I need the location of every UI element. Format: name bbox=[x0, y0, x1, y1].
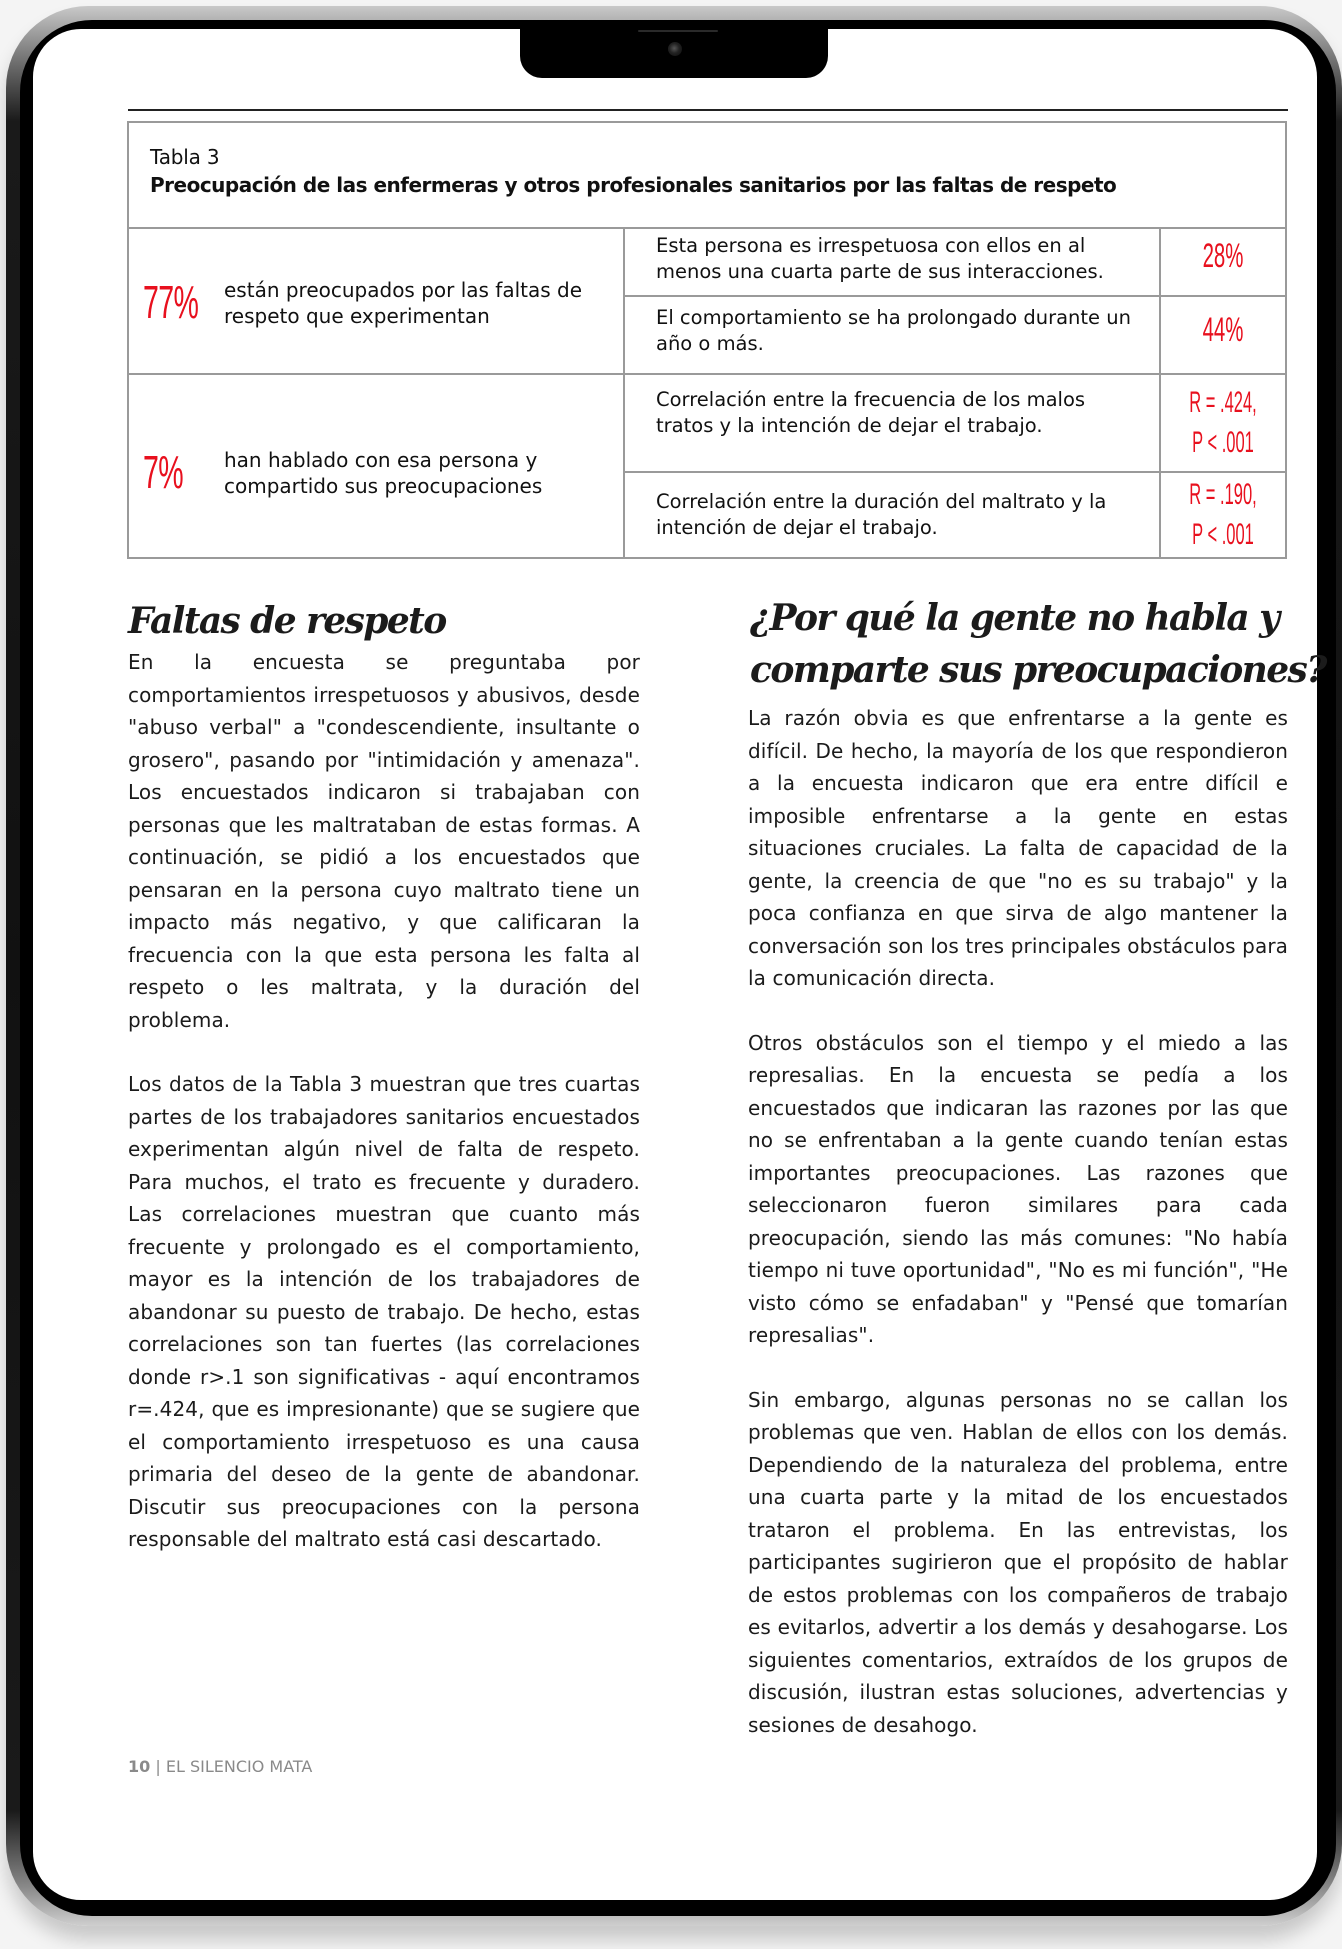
stat-value: 77% bbox=[143, 276, 199, 328]
section-heading-faltas: Faltas de respeto bbox=[128, 600, 446, 642]
row-value-primary: 28% bbox=[1202, 237, 1244, 275]
row-description: Correlación entre la frecuencia de los malos tratos y la intención de dejar el trabajo. bbox=[656, 388, 1086, 437]
paragraph: En la encuesta se preguntaba por comportamientos irrespetuosos y abusivos, desde "abuso verbal" a "condescendiente, insultante o grosero", pasando por "intimidación y amenaza". Los encuestados indicaron si trabajaban con personas que les maltrataban de estas formas. A continuación, se pidió a los encuestados que pensaran en la persona cuyo maltrato tiene un impacto más negativo, y que calificaran la frecuencia con la que esta persona les falta al respeto o les maltrata, y la duración del problema. bbox=[128, 650, 640, 1032]
section-heading-por-que bbox=[750, 592, 1326, 696]
table-label: Tabla 3 bbox=[150, 145, 220, 169]
row-description: El comportamiento se ha prolongado durante un año o más. bbox=[656, 306, 1131, 355]
table-right-row bbox=[625, 227, 1285, 297]
header-rule bbox=[128, 109, 1288, 111]
row-value-primary: R = .424, bbox=[1189, 386, 1257, 419]
row-description: Correlación entre la duración del maltrato y la intención de dejar el trabajo. bbox=[656, 490, 1107, 539]
paragraph: Sin embargo, algunas personas no se callan los problemas que ven. Hablan de ellos con los demás. Dependiendo de la naturaleza del problema, entre una cuarta parte y la mitad de los encuestados trataron el problema. En las entrevistas, los participantes sugirieron que el propósito de hablar de estos problemas con los compañeros de trabajo es evitarlos, advertir a los demás y desahogarse. Los siguientes comentarios, extraídos de los grupos de discusión, ilustran estas soluciones, advertencias y sesiones de desahogo. bbox=[748, 1387, 1288, 1737]
row-value bbox=[1159, 375, 1285, 471]
table-title: Preocupación de las enfermeras y otros profesionales sanitarios por las faltas de respeto bbox=[150, 173, 1117, 197]
stat-description: han hablado con esa persona y compartido sus preocupaciones bbox=[224, 448, 543, 498]
table-left-row bbox=[129, 227, 625, 375]
row-value bbox=[1159, 227, 1285, 295]
table-right-row bbox=[625, 297, 1285, 375]
row-value-primary: R = .190, bbox=[1189, 478, 1257, 511]
table-right-row bbox=[625, 473, 1285, 557]
page-number: 10 bbox=[128, 1757, 151, 1776]
row-value-primary: 44% bbox=[1202, 311, 1244, 349]
data-table bbox=[127, 121, 1287, 559]
row-value bbox=[1159, 473, 1285, 557]
stat-description: están preocupados por las faltas de respeto que experimentan bbox=[224, 278, 583, 328]
paragraph: Otros obstáculos son el tiempo y el miedo a las represalias. En la encuesta se pedía a los encuestados que indicaran las razones por las que no se enfrentaban a la gente cuando tenían estas importantes preocupaciones. Las razones que seleccionaron fueron similares para cada preocupación, siendo las más comunes: "No había tiempo ni tuve oportunidad", "No es mi función", "He visto cómo se enfadaban" y "Pensé que tomarían represalias". bbox=[748, 1030, 1288, 1347]
paragraph: La razón obvia es que enfrentarse a la gente es difícil. De hecho, la mayoría de los que respondieron a la encuesta indicaron que era entre difícil e imposible enfrentarse a la gente en estas situaciones cruciales. La falta de capacidad de la gente, la creencia de que "no es su trabajo" y la poca confianza en que sirva de algo mantener la conversación son los tres principales obstáculos para la comunicación directa. bbox=[748, 706, 1288, 990]
stat-value: 7% bbox=[143, 446, 183, 498]
table-right-row bbox=[625, 375, 1285, 473]
row-value bbox=[1159, 297, 1285, 373]
row-description: Esta persona es irrespetuosa con ellos en al menos una cuarta parte de sus interacciones. bbox=[656, 234, 1104, 283]
row-value-secondary: P < .001 bbox=[1192, 518, 1254, 551]
paragraph: Los datos de la Tabla 3 muestran que tres cuartas partes de los trabajadores sanitarios encuestados experimentan algún nivel de falta de respeto. Para muchos, el trato es frecuente y duradero. Las correlaciones muestran que cuanto más frecuente y prolongado es el comportamiento, mayor es la intención de los trabajadores de abandonar su puesto de trabajo. De hecho, estas correlaciones son tan fuertes (las correlaciones donde r>.1 son significativas - aquí encontramos r=.424, que es impresionante) que se sugiere que el comportamiento irrespetuoso es una causa primaria del deseo de la gente de abandonar. Discutir sus preocupaciones con la persona responsable del maltrato está casi descartado. bbox=[128, 1072, 640, 1551]
left-column-body bbox=[128, 646, 640, 1588]
heading-line: ¿Por qué la gente no habla y bbox=[750, 597, 1279, 639]
page-footer bbox=[128, 1757, 312, 1776]
table-left-row bbox=[129, 375, 625, 557]
row-value-secondary: P < .001 bbox=[1192, 426, 1254, 459]
right-column-body bbox=[748, 702, 1288, 1773]
heading-line: comparte sus preocupaciones? bbox=[750, 649, 1326, 691]
table-header bbox=[129, 123, 1285, 229]
footer-separator: | bbox=[155, 1757, 161, 1776]
publication-title: EL SILENCIO MATA bbox=[165, 1757, 313, 1776]
